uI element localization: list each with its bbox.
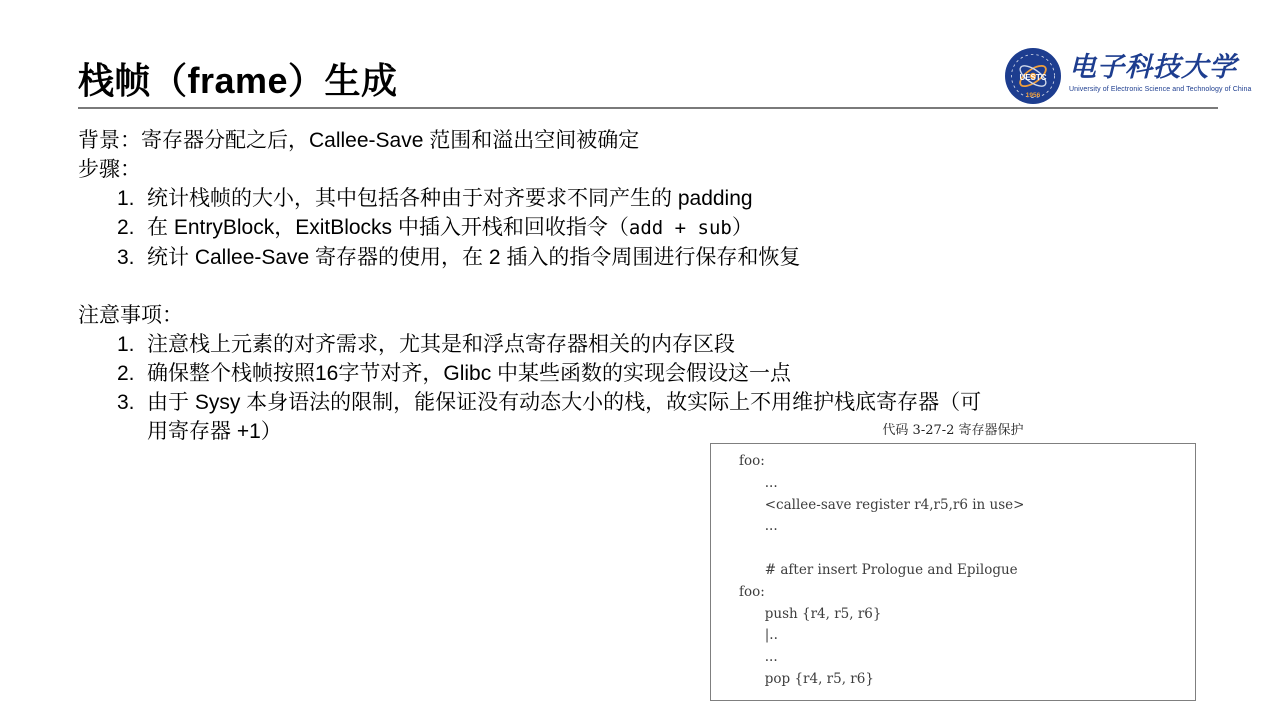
- note-text: 确保整个栈帧按照16字节对齐，Glibc 中某些函数的实现会假设这一点: [147, 362, 792, 385]
- code-line: ...: [739, 649, 778, 666]
- title-divider: [78, 107, 1218, 109]
- code-line: foo:: [739, 453, 765, 469]
- uestc-en-name: University of Electronic Science and Technology of China: [1069, 86, 1252, 93]
- note-text-line1: 由于 Sysy 本身语法的限制，能保证没有动态大小的栈，故实际上不用维护栈底寄存器（可: [147, 391, 982, 414]
- step-number: 2.: [117, 216, 135, 239]
- code-line: pop {r4, r5, r6}: [739, 670, 874, 687]
- code-line: ...: [739, 474, 778, 491]
- code-line: <callee-save register r4,r5,r6 in use>: [739, 496, 1025, 513]
- svg-text:UESTC: UESTC: [1019, 73, 1047, 82]
- step-item-1: [117, 184, 1148, 213]
- code-box: [710, 443, 1196, 701]
- step-item-3: [117, 243, 1148, 272]
- code-line: |..: [739, 627, 778, 644]
- step-item-2: [117, 213, 1148, 243]
- code-line: ...: [739, 518, 778, 535]
- step-inline-code: add + sub: [628, 217, 732, 239]
- slide-body: [78, 126, 1148, 446]
- background-line: 背景：寄存器分配之后，Callee-Save 范围和溢出空间被确定: [78, 129, 640, 152]
- uestc-emblem-icon: [1004, 47, 1062, 105]
- step-text-post: ）: [731, 216, 753, 239]
- step-text-pre: 在 EntryBlock，ExitBlocks 中插入开栈和回收指令（: [147, 216, 629, 239]
- step-text: 统计 Callee-Save 寄存器的使用，在 2 插入的指令周围进行保存和恢复: [147, 246, 801, 269]
- step-text: 统计栈帧的大小，其中包括各种由于对齐要求不同产生的 padding: [147, 187, 753, 210]
- step-number: 3.: [117, 246, 135, 269]
- code-line: push {r4, r5, r6}: [739, 605, 882, 622]
- note-number: 3.: [117, 391, 135, 414]
- code-figure: [710, 419, 1196, 701]
- steps-list: [117, 184, 1148, 272]
- note-number: 1.: [117, 333, 135, 356]
- figure-caption: 代码 3-27-2 寄存器保护: [882, 423, 1024, 438]
- step-text: [147, 213, 1148, 243]
- code-line: # after insert Prologue and Epilogue: [739, 561, 1018, 578]
- step-number: 1.: [117, 187, 135, 210]
- note-item-1: [117, 330, 1148, 359]
- uestc-cn-name: 电子科技大学: [1069, 52, 1237, 83]
- page-title: 栈帧（frame）生成: [78, 60, 398, 101]
- steps-label: 步骤：: [78, 158, 141, 181]
- notes-label: 注意事项：: [78, 304, 183, 327]
- note-number: 2.: [117, 362, 135, 385]
- code-line: foo:: [739, 583, 765, 600]
- uestc-logo-text: [1069, 47, 1252, 93]
- note-item-2: [117, 359, 1148, 388]
- svg-text:1956: 1956: [1025, 92, 1041, 99]
- note-text: 注意栈上元素的对齐需求，尤其是和浮点寄存器相关的内存区段: [147, 333, 735, 356]
- uestc-logo: [1004, 47, 1252, 105]
- code-line: [739, 538, 1191, 560]
- note-text-line2: 用寄存器 +1）: [147, 420, 282, 443]
